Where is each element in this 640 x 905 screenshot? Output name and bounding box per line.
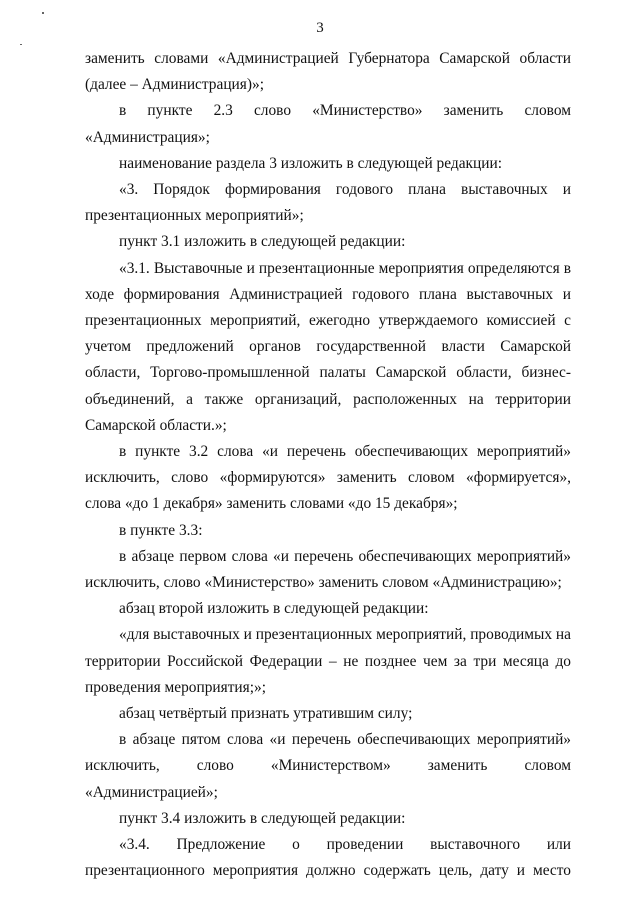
paragraph: в пункте 3.2 слова «и перечень обеспечивающих мероприятий» исключить, слово «формируются» заменить словом «формируется», слова «до 1 декабря» заменить словами «до 15 декабря»; xyxy=(85,443,571,513)
document-body xyxy=(85,46,571,885)
paragraph: наименование раздела 3 изложить в следующей редакции: xyxy=(119,154,503,172)
paragraph: «для выставочных и презентационных мероприятий, проводимых на территории Российской Федерации – не позднее чем за три месяца до проведения мероприятия;»; xyxy=(85,626,571,696)
paragraph: в абзаце первом слова «и перечень обеспечивающих мероприятий» исключить, слово «Министерство» заменить словом «Администрацию»; xyxy=(85,547,571,592)
paragraph: абзац четвёртый признать утратившим силу; xyxy=(119,705,413,723)
paragraph: заменить словами «Администрацией Губернатора Самарской области (далее – Администрация)»; xyxy=(85,50,571,94)
paragraph: пункт 3.4 изложить в следующей редакции: xyxy=(119,809,406,827)
paragraph: в пункте 3.3: xyxy=(119,521,203,539)
page-number: 3 xyxy=(316,20,324,36)
paragraph: в абзаце пятом слова «и перечень обеспечивающих мероприятий» исключить, слово «Министерством» заменить словом «Администрацией»; xyxy=(85,731,571,801)
paragraph: абзац второй изложить в следующей редакции: xyxy=(119,600,429,618)
paragraph: в пункте 2.3 слово «Министерство» заменить словом «Администрация»; xyxy=(85,102,571,146)
scan-speck xyxy=(42,12,44,14)
paragraph: пункт 3.1 изложить в следующей редакции: xyxy=(119,233,406,251)
paragraph: «3. Порядок формирования годового плана выставочных и презентационных мероприятий»; xyxy=(85,181,571,225)
scan-speck xyxy=(20,44,22,45)
paragraph: «3.4. Предложение о проведении выставочного или презентационного мероприятия должно содержать цель, дату и место xyxy=(85,836,571,880)
paragraph: «3.1. Выставочные и презентационные мероприятия определяются в ходе формирования Администрацией годового плана выставочных и презентационных мероприятий, ежегодно утверждаемого комиссией с учетом предложений органов государственной власти Самарской области, Торгово-промышленной палаты Самарской области, бизнес-объединений, а также организаций, расположенных на территории Самарской области.»; xyxy=(85,259,571,434)
